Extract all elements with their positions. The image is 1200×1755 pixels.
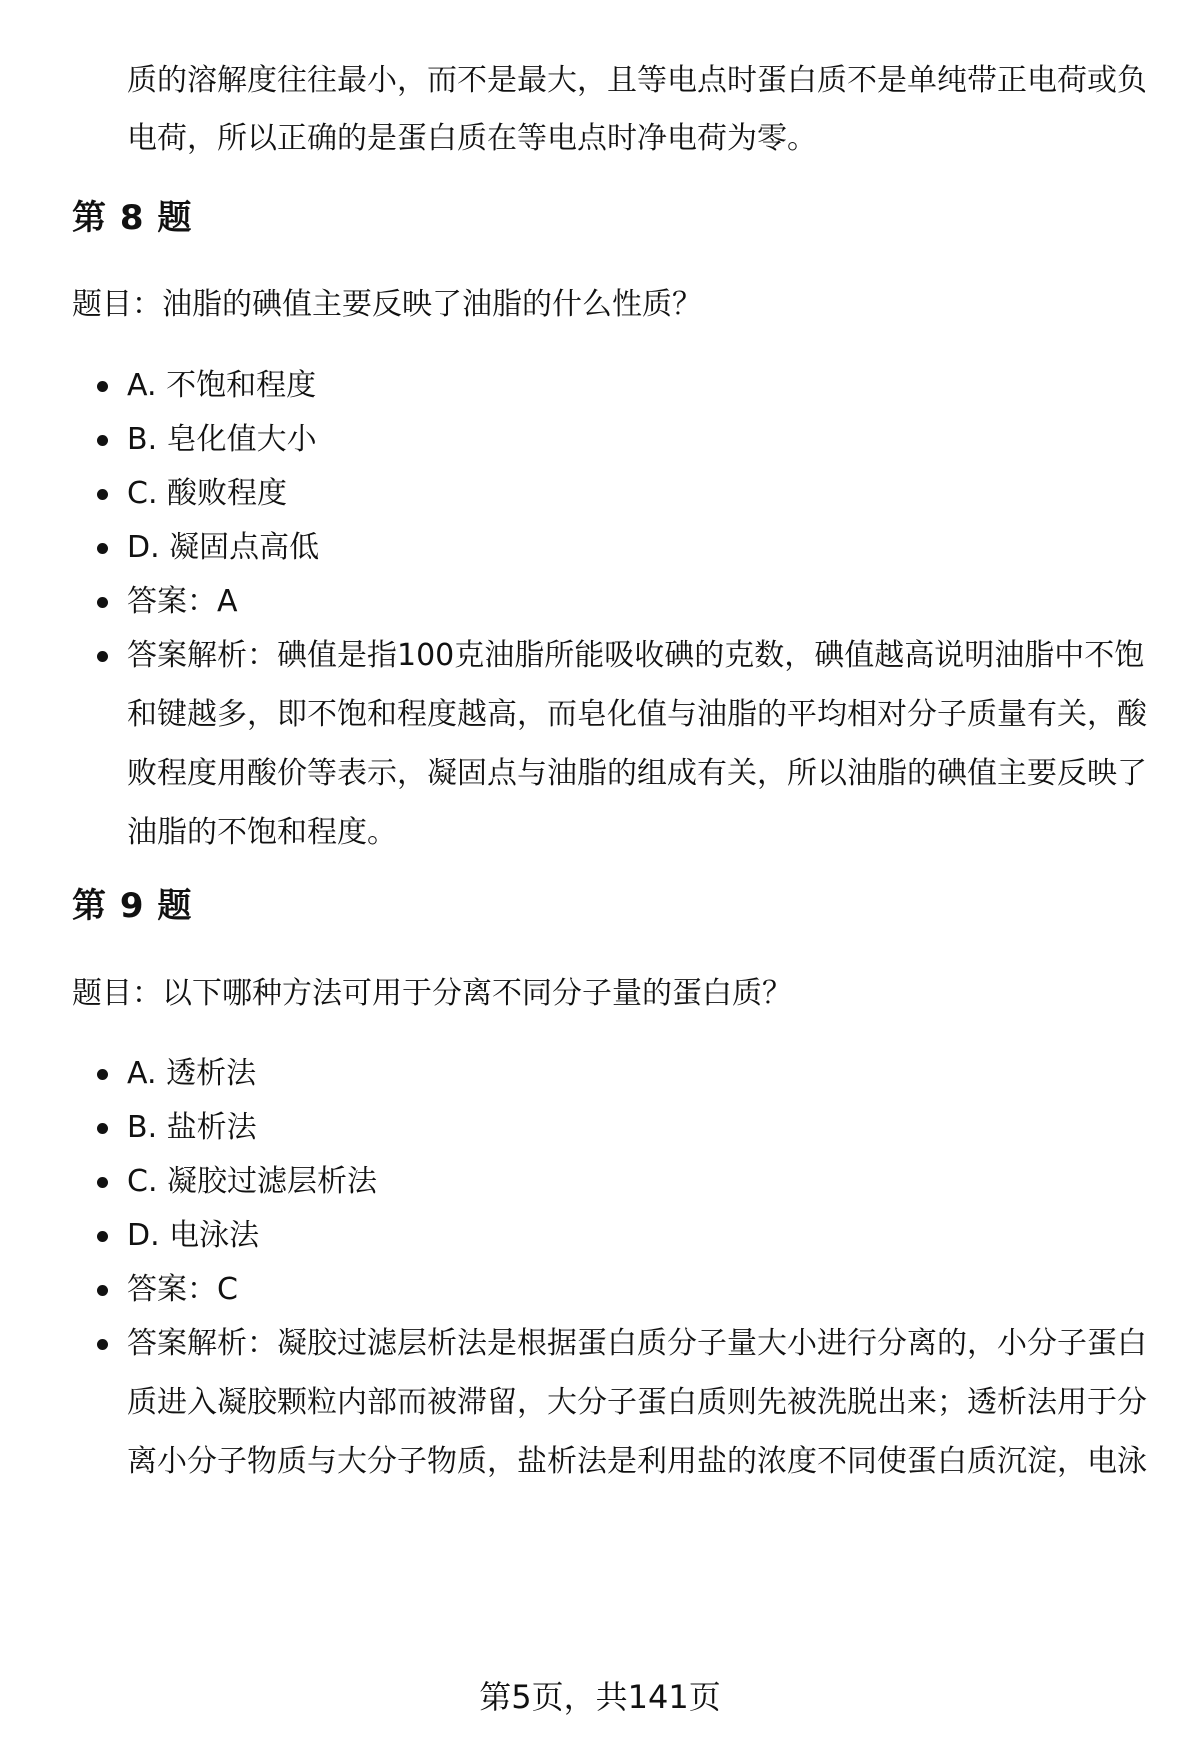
question-8-option-b: B. 皂化值大小 — [0, 410, 1147, 470]
question-9-options — [0, 1044, 1200, 1491]
question-8-option-d: D. 凝固点高低 — [0, 518, 1147, 578]
question-8-answer: 答案：A — [0, 572, 1147, 632]
question-8-analysis: 答案解析：碘值是指100克油脂所能吸收碘的克数，碘值越高说明油脂中不饱和键越多，即不饱和程度越高，而皂化值与油脂的平均相对分子质量有关，酸败程度用酸价等表示，凝固点与油脂的组成有关，所以油脂的碘值主要反映了油脂的不饱和程度。 — [0, 626, 1147, 862]
bullet-icon — [97, 1069, 108, 1080]
question-9-option-d: D. 电泳法 — [0, 1206, 1147, 1266]
question-9-option-c: C. 凝胶过滤层析法 — [0, 1152, 1147, 1212]
question-9-heading: 第 9 题 — [72, 886, 193, 926]
bullet-icon — [97, 435, 108, 446]
bullet-icon — [97, 1123, 108, 1134]
bullet-icon — [97, 543, 108, 554]
question-8-option-a: A. 不饱和程度 — [0, 356, 1147, 416]
bullet-icon — [97, 597, 108, 608]
bullet-icon — [97, 1285, 108, 1296]
question-8-option-c: C. 酸败程度 — [0, 464, 1147, 524]
bullet-icon — [97, 1177, 108, 1188]
question-9-answer: 答案：C — [0, 1260, 1147, 1320]
bullet-icon — [97, 1231, 108, 1242]
question-9-analysis: 答案解析：凝胶过滤层析法是根据蛋白质分子量大小进行分离的，小分子蛋白质进入凝胶颗粒内部而被滞留，大分子蛋白质则先被洗脱出来；透析法用于分离小分子物质与大分子物质，盐析法是利用盐的浓度不同使蛋白质沉淀，电泳 — [0, 1314, 1147, 1491]
page-number-footer: 第5页，共141页 — [479, 1678, 721, 1716]
question-9-option-a: A. 透析法 — [0, 1044, 1147, 1104]
question-8-text: 题目：油脂的碘值主要反映了油脂的什么性质？ — [72, 287, 702, 322]
bullet-icon — [97, 381, 108, 392]
question-9-option-b: B. 盐析法 — [0, 1098, 1147, 1158]
bullet-icon — [97, 1339, 108, 1350]
question-8-heading: 第 8 题 — [72, 198, 193, 238]
previous-analysis-continuation: 质的溶解度往往最小，而不是最大，且等电点时蛋白质不是单纯带正电荷或负电荷，所以正确的是蛋白质在等电点时净电荷为零。 — [127, 63, 1147, 156]
question-8-options — [0, 356, 1200, 862]
bullet-icon — [97, 651, 108, 662]
question-9-text: 题目：以下哪种方法可用于分离不同分子量的蛋白质？ — [72, 976, 792, 1011]
bullet-icon — [97, 489, 108, 500]
